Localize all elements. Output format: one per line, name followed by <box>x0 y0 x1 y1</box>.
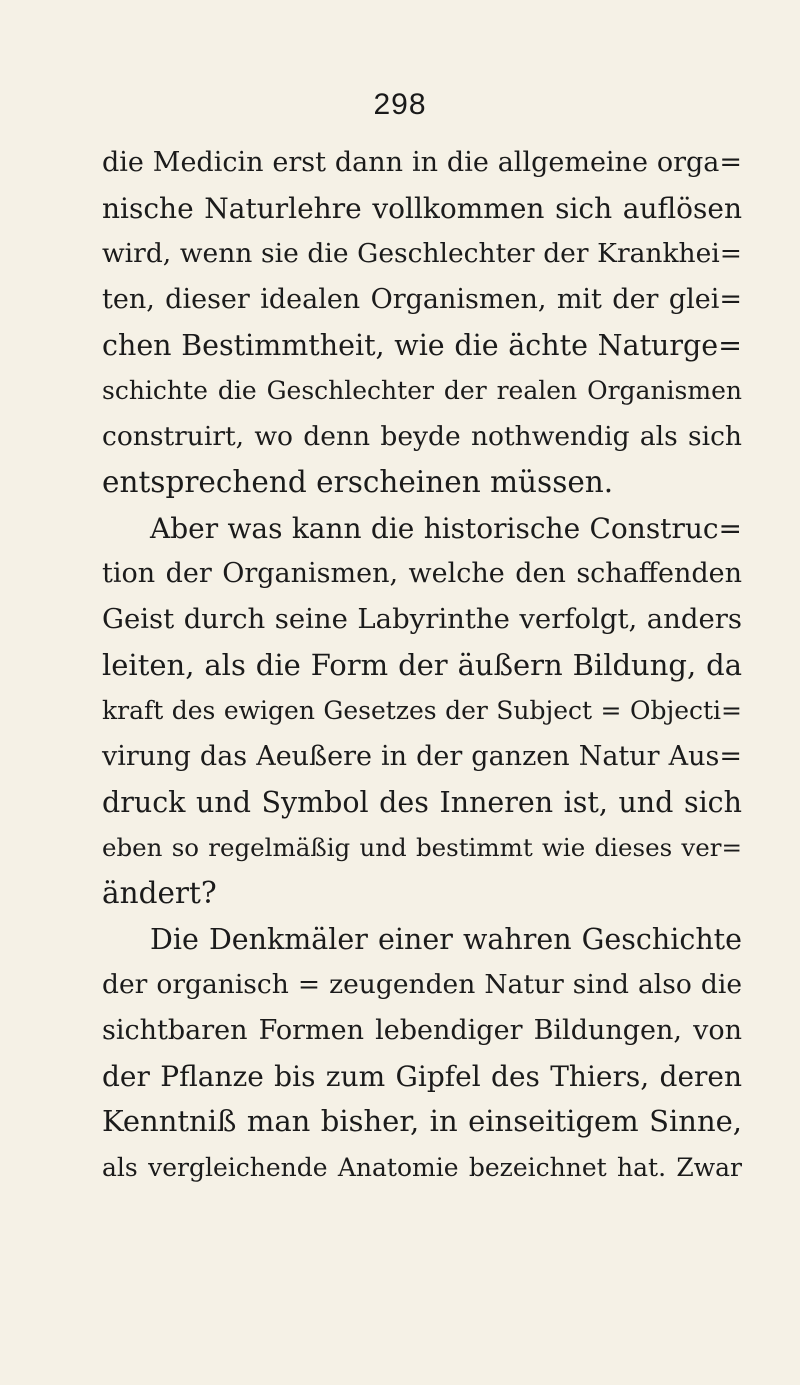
text-line: ändert? <box>102 876 217 910</box>
text-line: Die Denkmäler einer wahren Geschichte <box>150 922 742 956</box>
text-line: eben so regelmäßig und bestimmt wie dieses ver= <box>102 833 742 863</box>
text-line: wird, wenn sie die Geschlechter der Krankhei= <box>102 238 742 270</box>
text-line: schichte die Geschlechter der realen Organismen <box>102 376 742 406</box>
text-line: construirt, wo denn beyde nothwendig als sich <box>102 421 742 453</box>
text-line: Aber was kann die historische Construc= <box>150 511 742 545</box>
text-line: ten, dieser idealen Organismen, mit der glei= <box>102 284 742 316</box>
text-line: chen Bestimmtheit, wie die ächte Naturge= <box>102 328 742 362</box>
text-line: virung das Aeußere in der ganzen Natur Aus= <box>102 740 742 772</box>
text-line: druck und Symbol des Inneren ist, und sich <box>102 785 742 819</box>
text-line: sichtbaren Formen lebendiger Bildungen, von <box>102 1015 742 1047</box>
text-line: Kenntniß man bisher, in einseitigem Sinne, <box>102 1104 742 1139</box>
text-line: die Medicin erst dann in die allgemeine orga= <box>102 147 742 178</box>
body-text <box>102 140 742 1191</box>
text-line: kraft des ewigen Gesetzes der Subject = Objecti= <box>102 696 742 726</box>
page-number: 298 <box>373 88 427 121</box>
text-line: nische Naturlehre vollkommen sich auflösen <box>102 191 742 225</box>
text-line: Geist durch seine Labyrinthe verfolgt, anders <box>102 602 742 635</box>
text-line: der organisch = zeugenden Natur sind also die <box>102 969 742 1001</box>
text-line: tion der Organismen, welche den schaffenden <box>102 558 742 590</box>
text-line: entsprechend erscheinen müssen. <box>102 464 614 499</box>
text-line: als vergleichende Anatomie bezeichnet hat. Zwar <box>102 1153 742 1183</box>
text-line: leiten, als die Form der äußern Bildung, da <box>102 647 742 682</box>
text-line: der Pflanze bis zum Gipfel des Thiers, deren <box>102 1059 742 1093</box>
